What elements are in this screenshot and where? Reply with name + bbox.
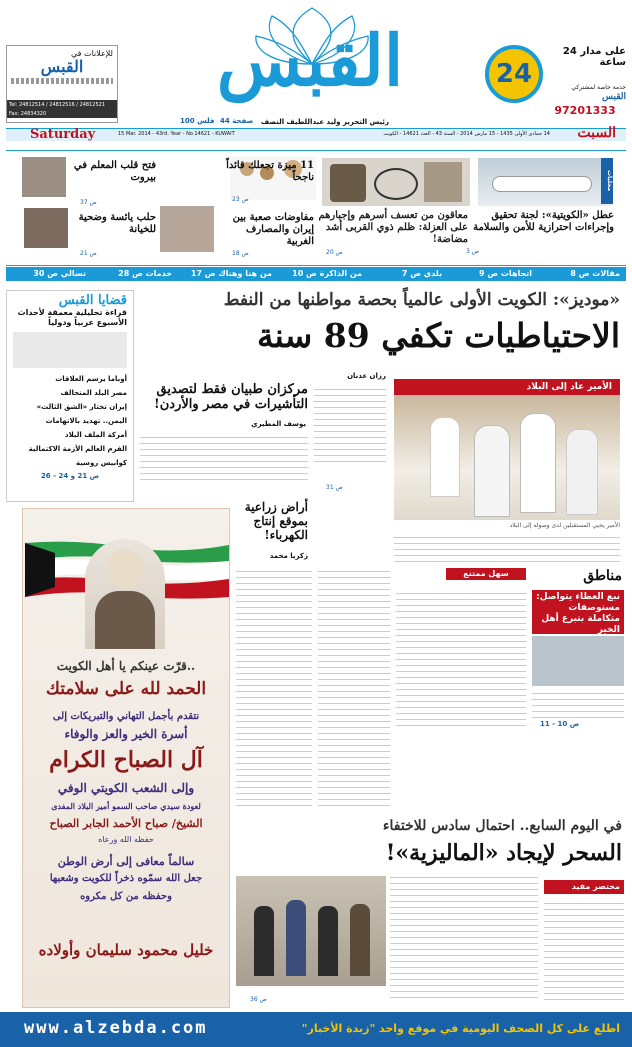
mukhtasar-title: مختصر مفيد — [544, 880, 624, 894]
story-4-title[interactable]: مفاوضات صعبة بين إيران والمصارف الغربية — [232, 212, 314, 247]
ad-line-7: لعودة سيدي صاحب السمو أمير البلاد المفدى — [51, 801, 201, 811]
service-title: على مدار 24 ساعة — [562, 46, 626, 68]
story-1-ref: ص 3 — [466, 248, 479, 255]
lead-body — [314, 384, 386, 464]
aleppo-photo — [24, 208, 68, 248]
sahl-box — [396, 568, 526, 728]
story-2-ref: ص 20 — [326, 249, 343, 256]
day-ar: السبت — [577, 125, 616, 141]
visa-byline: يوسف المطيري — [251, 420, 306, 428]
manateq-head[interactable]: نبع العطاء يتواصل: مستوصفات متكاملة بتبرع أهل الخير — [532, 590, 624, 634]
qadaya-box — [6, 290, 134, 502]
ad-line-4: أسرة الخير والعز والوفاء — [64, 727, 188, 741]
story-1-tag: محليات — [601, 158, 613, 204]
nav-item[interactable]: خدمات ص 28 — [118, 269, 172, 278]
footer-slogan: اطلع على كل الصحف اليومية في موقع واحد "زبدة الأخبار" — [301, 1022, 620, 1035]
mukhtasar-body — [544, 898, 624, 1002]
land-title[interactable]: أراض زراعية بموقع إنتاج الكهرباء! — [244, 500, 308, 542]
story-5-title[interactable]: فتح قلب المعلم في بيروت — [73, 160, 156, 183]
nav-item[interactable]: مقالات ص 8 — [570, 269, 620, 278]
ad-line-1: قرّت عينكم يا أهل الكويت.. — [56, 659, 196, 673]
sorcery-headline[interactable]: السحر لإيجاد «الماليزية»! — [385, 840, 622, 866]
story-6-title[interactable]: حلب يائسة وضحية للخيانة — [78, 212, 156, 235]
nav-item[interactable]: من هنا وهناك ص 17 — [190, 269, 272, 278]
nav-item[interactable]: من الذاكرة ص 10 — [292, 269, 362, 278]
disabled-photo — [322, 158, 470, 206]
lead-kicker: «موديز»: الكويت الأولى عالمياً بحصة مواطنها من النفط — [223, 290, 620, 310]
nav-item[interactable]: بلدي ص 7 — [401, 269, 442, 278]
emir-title: الأمير عاد إلى البلاد — [394, 379, 620, 395]
qadaya-ref: ص 21 و 24 - 26 — [40, 472, 100, 480]
dateline-ar: 14 جمادى الأولى 1435 - 15 مارس 2014 - السنة 43 - العدد 14621 - الكويت — [383, 131, 550, 137]
ads-box — [6, 45, 118, 123]
qadaya-item[interactable]: كوابيس روسية — [75, 459, 127, 467]
ad-line-11: جعل الله سمّوه ذخراً للكويت وشعبها — [49, 873, 203, 884]
land-body — [236, 566, 312, 806]
ad-signature: خليل محمود سليمان وأولاده — [38, 941, 214, 959]
qadaya-item[interactable]: اليمن.. تهديد بالاتهامات — [45, 417, 127, 425]
sorcery-body — [390, 872, 538, 1002]
qadaya-sub: قراءة تحليلية معمقة لأحداث الأسبوع عربياً ودولياً — [17, 308, 127, 327]
ad-line-5: آل الصباح الكرام — [49, 747, 203, 773]
congrats-ad — [22, 508, 230, 1008]
ad-line-3: نتقدم بأجمل التهاني والتبريكات إلى — [52, 711, 200, 722]
qadaya-item[interactable]: مصر البلد المتحالف — [60, 389, 127, 397]
visa-body — [140, 432, 308, 482]
price: 100 فلس — [180, 117, 215, 125]
dateline-en: 15 Mar. 2014 - 43rd. Year - No.14621 - KUWAIT — [118, 131, 235, 137]
manateq-body — [532, 688, 624, 718]
emir-photo — [394, 395, 620, 520]
qadaya-item[interactable]: إيران تختار «الشق الثالث» — [36, 403, 127, 411]
sections-nav — [6, 267, 626, 281]
badge-24: 24 — [485, 45, 543, 103]
ad-line-12: وحفظه من كل مكروه — [80, 891, 172, 902]
qadaya-item[interactable]: أوباما يرسم العلاقات — [55, 375, 127, 383]
ads-email-lines — [11, 78, 113, 84]
sahl-title: سهل ممتنع — [446, 568, 526, 580]
manateq-ref: ص 10 - 11 — [540, 720, 580, 728]
emir-caption: الأمير يحيي المستقبلين لدى وصوله إلى البلاد — [509, 522, 620, 529]
lead-byline: رزان عدنان — [347, 372, 386, 380]
manateq-photo — [532, 636, 624, 686]
ads-title: للإعلانات في — [71, 49, 113, 58]
lead-continued-body — [318, 566, 390, 806]
ads-brand: القبس — [40, 57, 84, 76]
masthead — [0, 0, 632, 150]
story-1-title[interactable]: عطل «الكويتية»: لجنة تحقيق وإجراءات احترازية للأمن والسلامة — [473, 210, 614, 233]
story-3-title[interactable]: 11 ميزة تجعلك قائداً ناجحاً — [226, 160, 314, 183]
visa-title[interactable]: مركزان طبيان فقط لتصديق التأشيرات في مصر والأردن! — [154, 382, 308, 412]
ads-tel: Tel: 24812514 / 24812516 / 24812521 — [7, 100, 117, 110]
ad-line-2: الحمد لله على سلامتك — [45, 679, 207, 699]
editor-line: رئيس التحرير وليد عبداللطيف النصف — [260, 118, 389, 126]
story-4-ref: ص 18 — [232, 250, 249, 257]
footer-url[interactable]: www.alzebda.com — [24, 1018, 208, 1038]
nav-item[interactable]: تسالي ص 30 — [33, 269, 86, 278]
ad-line-9: حفظه الله ورعاه — [98, 835, 154, 844]
lead-ref: ص 31 — [326, 484, 343, 491]
plane-photo — [478, 158, 612, 206]
lead-headline[interactable]: الاحتياطيات تكفي 89 سنة — [256, 316, 620, 355]
story-2-title[interactable]: معاقون من تعسف أسرهم وإجبارهم على العزلة: ظلم ذوي القربى أشد مضاضة! — [318, 210, 468, 245]
service-sub: خدمة خاصة لمشتركي — [571, 84, 626, 91]
emir-portrait — [85, 539, 165, 649]
footer-banner — [0, 1012, 632, 1047]
sorcery-kicker: في اليوم السابع.. احتمال سادس للاختفاء — [382, 818, 622, 834]
ad-line-8: الشيخ/ صباح الأحمد الجابر الصباح — [49, 817, 203, 830]
service-phone: 97201333 — [554, 104, 616, 117]
iran-photo — [160, 206, 214, 252]
qadaya-title: قضايا القبس — [58, 293, 127, 308]
ads-fax: Fax: 24834320 — [7, 110, 117, 118]
ad-line-6: وإلى الشعب الكويتي الوفي — [57, 781, 195, 795]
sorcery-ref: ص 36 — [250, 996, 267, 1003]
nav-item[interactable]: اتجاهات ص 9 — [478, 269, 532, 278]
sorcery-photo — [236, 876, 386, 986]
story-3-ref: ص 23 — [232, 196, 249, 203]
teacher-photo — [22, 157, 66, 197]
service-brand: القبس — [602, 92, 626, 102]
day-en: Saturday — [30, 127, 96, 142]
qadaya-item[interactable]: القرم العالم الأزمة الاكتمالية — [28, 445, 127, 453]
ad-line-10: سالماً معافى إلى أرض الوطن — [57, 855, 195, 868]
emir-body — [394, 532, 620, 564]
qadaya-thumb — [13, 332, 127, 368]
story-5-ref: ص 37 — [80, 199, 97, 206]
land-byline: زكريا محمد — [269, 552, 308, 560]
story-6-ref: ص 21 — [80, 250, 97, 257]
qadaya-item[interactable]: أمركة الملف البلاد — [65, 431, 127, 439]
pages-count: 44 صفحة — [220, 117, 254, 125]
manateq-title: مناطق — [583, 568, 622, 584]
newspaper-logo: القبس — [216, 19, 404, 102]
